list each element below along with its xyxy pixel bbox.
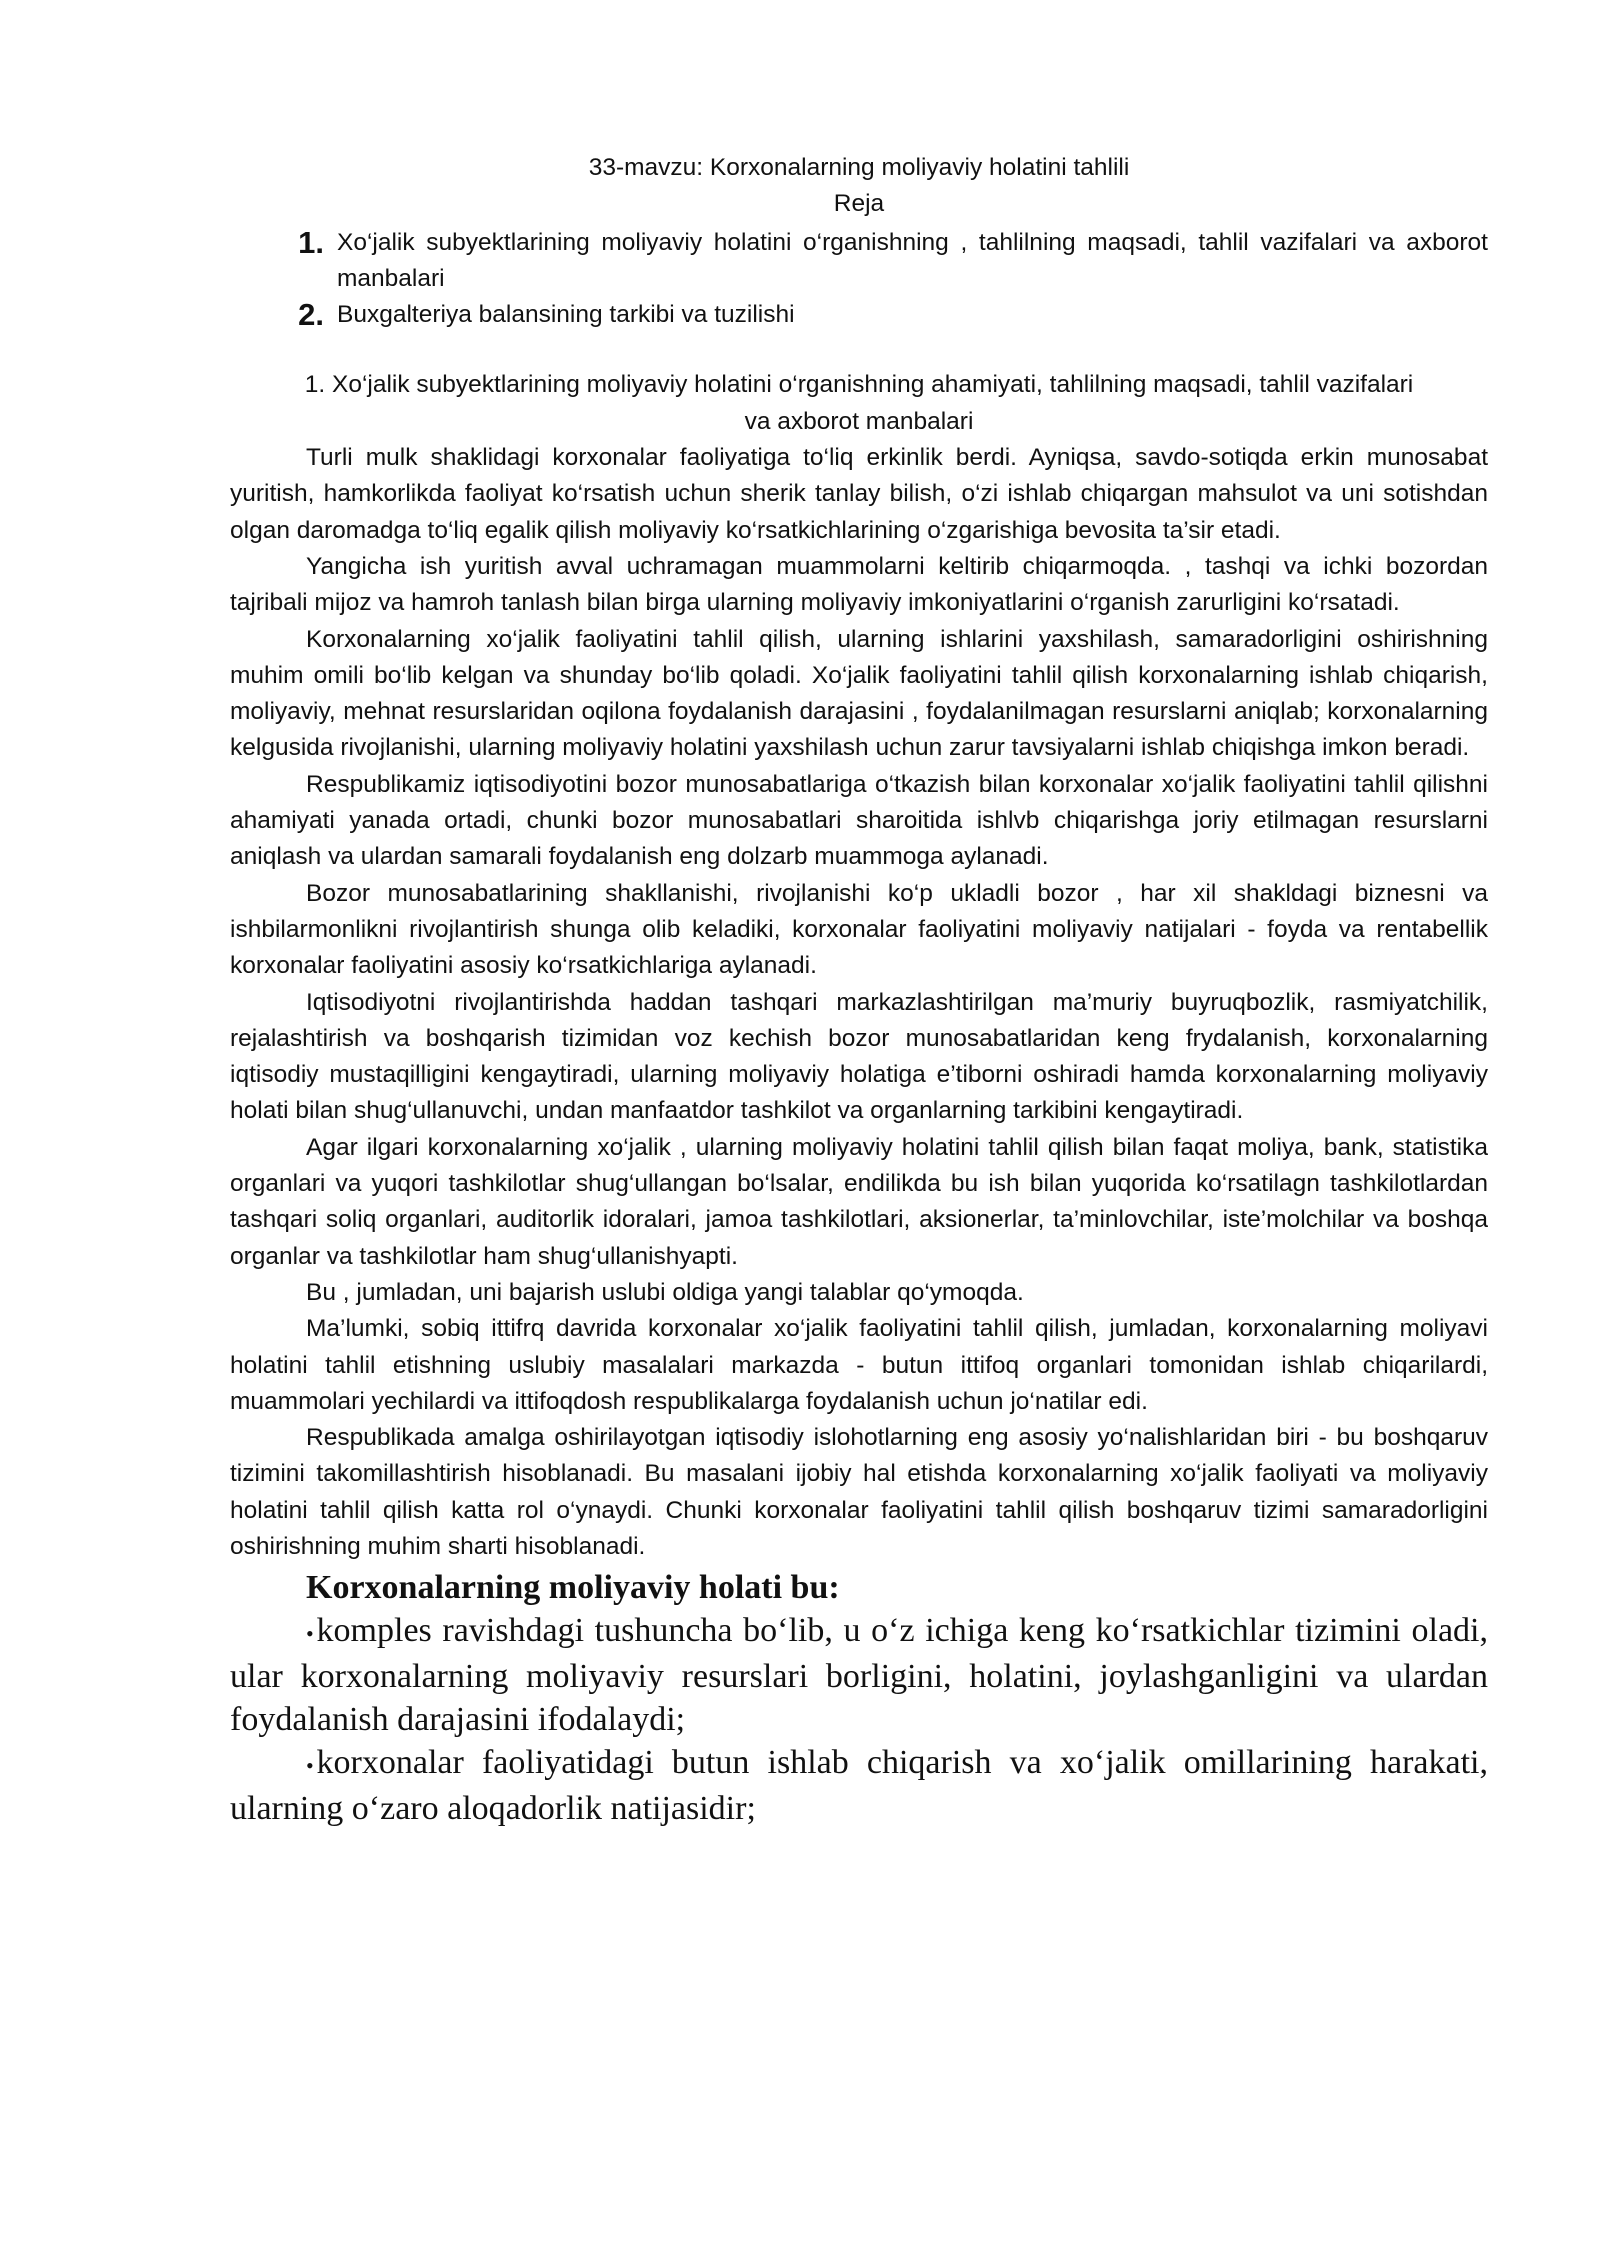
plan-item-number: 2.: [298, 297, 324, 333]
section-heading-line: 1. Xo‘jalik subyektlarining moliyaviy holatini o‘rganishning ahamiyati, tahlilning maqsadi, tahlil vazifalari: [304, 371, 1414, 399]
body-paragraph: Bozor munosabatlarining shakllanishi, rivojlanishi ko‘p ukladli bozor , har xil shakldagi biznesni va ishbilarmonlikni rivojlantirish shunga olib keladiki, korxonalar faoliyatini moliyaviy natijalari - foyda va rentabellik korxonalar faoliyatini asosiy ko‘rsatkichlariga aylanadi.: [230, 879, 1488, 980]
bullet-icon: •: [306, 1753, 314, 1779]
body-paragraph: Korxonalarning xo‘jalik faoliyatini tahlil qilish, ularning ishlarini yaxshilash, samaradorligini oshirishning muhim omili bo‘lib kelgan va shunday bo‘lib qoladi. Xo‘jalik faoliyatini tahlil qilish korxonalarning ishlab chiqarish, moliyaviy, mehnat resurslaridan oqilona foydalanish darajasini , foydalanilmagan resurslarni aniqlab; korxonalarning kelgusida rivojlanishi, ularning moliyaviy holatini yaxshilash uchun zarur tavsiyalarni ishlab chiqishga imkon beradi.: [230, 625, 1488, 762]
body-paragraph: Bu , jumladan, uni bajarish uslubi oldiga yangi talablar qo‘ymoqda.: [306, 1278, 1024, 1306]
plan-item: [230, 297, 1488, 333]
body-paragraph: Iqtisodiyotni rivojlantirishda haddan tashqari markazlashtirilgan ma’muriy buyruqbozlik, rasmiyatchilik, rejalashtirish va boshqarish tizimidan voz kechish bozor munosabatlaridan keng frydalanish, korxonalarning iqtisodiy mustaqilligini kengaytiradi, ularning moliyaviy holatiga e’tiborni oshiradi hamda korxonalarning moliyaviy holati bilan shug‘ullanuvchi, undan manfaatdor tashkilot va organlarning tarkibini kengaytiradi.: [230, 988, 1488, 1125]
plan-item: [230, 225, 1488, 298]
bullet-icon: •: [306, 1621, 314, 1647]
page-title: 33-mavzu: Korxonalarning moliyaviy holatini tahlili: [588, 154, 1130, 181]
body-paragraph: Yangicha ish yuritish avval uchramagan muammolarni keltirib chiqarmoqda. , tashqi va ichki bozordan tajribali mijoz va hamroh tanlash bilan birga ularning moliyaviy imkoniyatlarini o‘rganish zarurligini ko‘rsatadi.: [230, 552, 1488, 617]
bullet-text: komples ravishdagi tushuncha bo‘lib, u o‘z ichiga keng ko‘rsatkichlar tizimini oladi, ular korxonalarning moliyaviy resurslari borligini, holatini, joylashganligini va ulardan foydalanish darajasini ifodalaydi;: [230, 1612, 1488, 1739]
body-paragraph: Turli mulk shaklidagi korxonalar faoliyatiga to‘liq erkinlik berdi. Ayniqsa, savdo-sotiqda erkin munosabat yuritish, hamkorlikda faoliyat ko‘rsatish uchun sherik tanlay bilish, o‘zi ishlab chiqargan mahsulot va uni sotishdan olgan daromadga to‘liq egalik qilish moliyaviy ko‘rsatkichlarining o‘zgarishiga bevosita ta’sir etadi.: [230, 444, 1488, 544]
body-paragraph: Respublikada amalga oshirilayotgan iqtisodiy islohotlarning eng asosiy yo‘nalishlaridan biri - bu boshqaruv tizimini takomillashtirish hisoblanadi. Bu masalani ijobiy hal etishda korxonalarning xo‘jalik faoliyati va moliyaviy holatini tahlil qilish katta rol o‘ynaydi. Chunki korxonalar faoliyatini tahlil qilish boshqaruv tizimi samaradorligini oshirishning muhim sharti hisoblanadi.: [230, 1424, 1488, 1560]
plan-list: [230, 225, 1488, 334]
body-paragraph: Ma’lumki, sobiq ittifrq davrida korxonalar xo‘jalik faoliyatini tahlil qilish, jumladan, korxonalarning moliyavi holatini tahlil etishning uslubiy masalalari markazda - butun ittifoq organlari tomonidan ishlab chiqarilardi, muammolari yechilardi va ittifoqdosh respublikalarga foydalanish uchun jo‘natilar edi.: [230, 1315, 1488, 1415]
body-paragraph: Respublikamiz iqtisodiyotini bozor munosabatlariga o‘tkazish bilan korxonalar xo‘jalik faoliyatini tahlil qilishni ahamiyati yanada ortadi, chunki bozor munosabatlari sharoitida ishlvb chiqarishga joriy etilmagan resurslarni aniqlash va ulardan samarali foydalanish eng dolzarb muammoga aylanadi.: [230, 770, 1488, 871]
section-heading-line: va axborot manbalari: [744, 407, 974, 435]
plan-item-number: 1.: [298, 224, 324, 260]
plan-label: Reja: [833, 190, 885, 218]
document-body: [230, 150, 1488, 1830]
definition-bullet: [230, 1741, 1488, 1830]
plan-item-text: Xo‘jalik subyektlarining moliyaviy holatini o‘rganishning , tahlilning maqsadi, tahlil vazifalari va axborot manbalari: [337, 228, 1488, 292]
definition-bullet: [230, 1609, 1488, 1741]
plan-item-text: Buxgalteriya balansining tarkibi va tuzilishi: [337, 301, 795, 329]
bullet-text: korxonalar faoliyatidagi butun ishlab chiqarish va xo‘jalik omillarining harakati, ularning o‘zaro aloqadorlik natijasidir;: [230, 1744, 1488, 1828]
body-paragraph: Agar ilgari korxonalarning xo‘jalik , ularning moliyaviy holatini tahlil qilish bilan faqat moliya, bank, statistika organlari va yuqori tashkilotlar shug‘ullangan bo‘lsalar, endilikda bu ish bilan yuqorida ko‘rsatilagn tashkilotlardan tashqari soliq organlari, auditorlik idoralari, jamoa tashkilotlari, aksionerlar, ta’minlovchilar, iste’molchilar va boshqa organlar va tashkilotlar ham shug‘ullanishyapti.: [230, 1133, 1488, 1270]
definition-heading: Korxonalarning moliyaviy holati bu:: [306, 1569, 840, 1607]
section-heading: [230, 367, 1488, 440]
